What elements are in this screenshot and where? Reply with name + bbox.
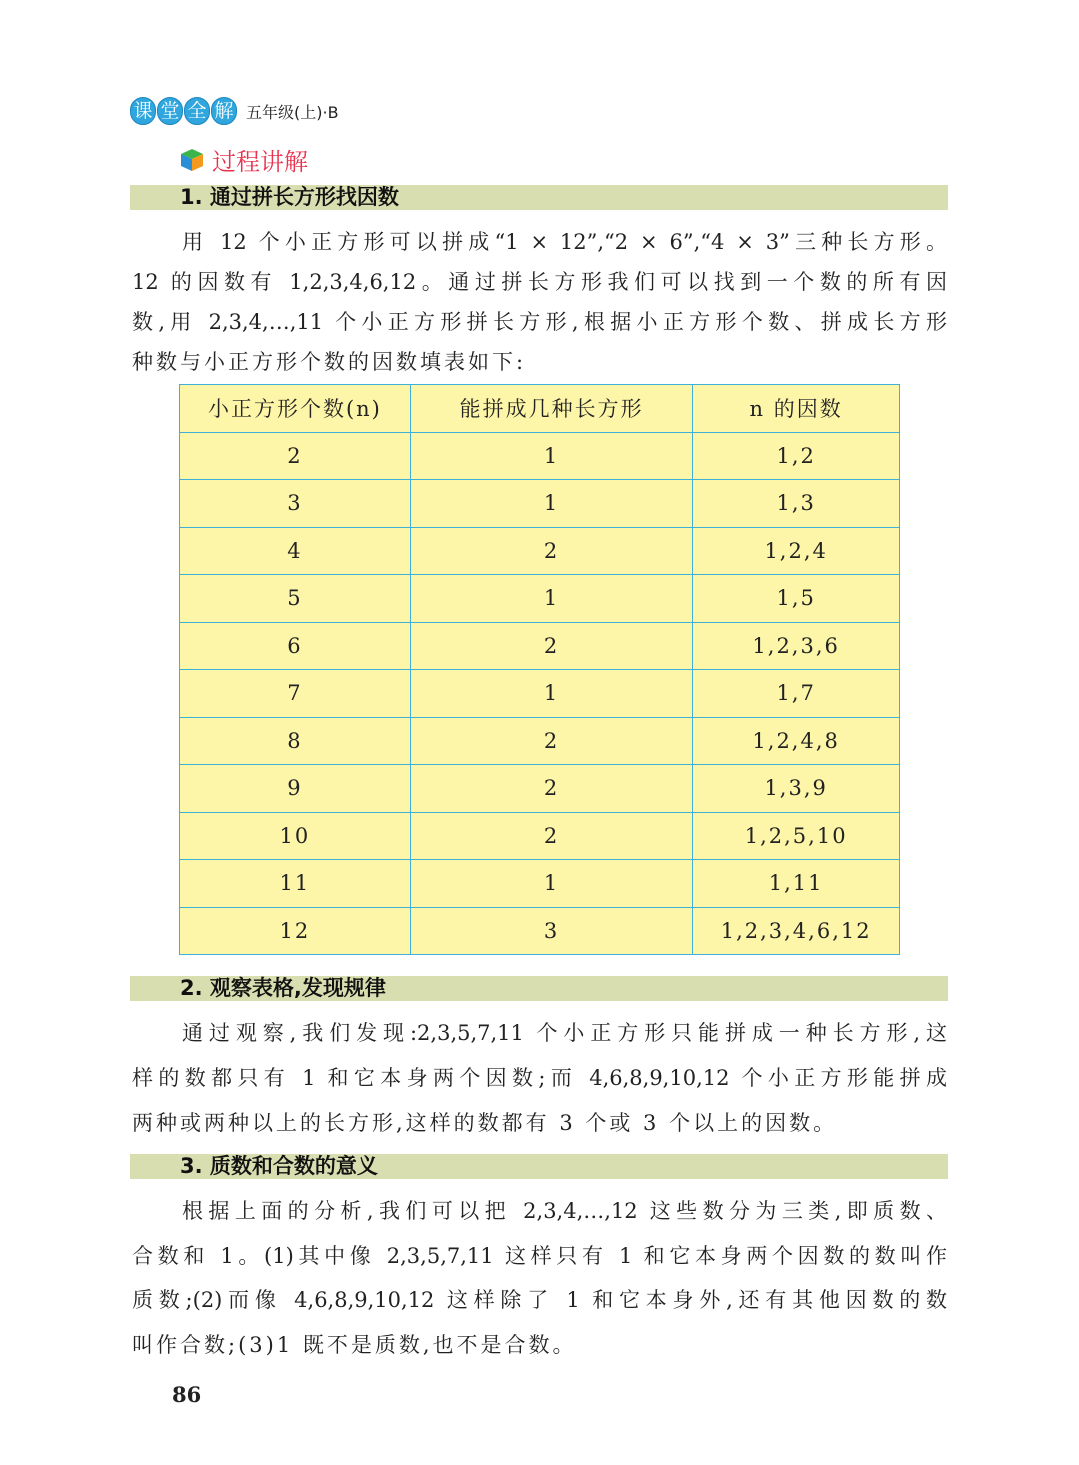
table-row	[180, 907, 900, 955]
table-row	[180, 575, 900, 623]
text-line: 根据上面的分析,我们可以把 2,3,4,…,12 这些数分为三类,即质数、	[182, 1199, 947, 1223]
table-cell: 1	[410, 432, 692, 480]
table-row	[180, 527, 900, 575]
table-cell: 10	[180, 812, 411, 860]
text-line: 用 12 个小正方形可以拼成“1 × 12”,“2 × 6”,“4 × 3”三种长方形。	[182, 230, 947, 254]
table-cell: 6	[180, 622, 411, 670]
paragraph-3	[132, 1189, 947, 1367]
table-cell: 2	[410, 717, 692, 765]
table-row	[180, 622, 900, 670]
heading-2: 2. 观察表格,发现规律	[130, 976, 948, 1001]
table-cell: 1	[410, 860, 692, 908]
text-line: 数,用 2,3,4,…,11 个小正方形拼长方形,根据小正方形个数、拼成长方形	[132, 310, 947, 334]
paragraph-2	[132, 1011, 947, 1146]
table-cell: 1,2,3,4,6,12	[693, 907, 900, 955]
page-header	[130, 97, 339, 125]
table-row	[180, 480, 900, 528]
table-cell: 1,2,4,8	[693, 717, 900, 765]
table-row	[180, 670, 900, 718]
table-cell: 1,7	[693, 670, 900, 718]
table-cell: 1	[410, 670, 692, 718]
table-cell: 9	[180, 765, 411, 813]
text-line: 质数;(2)而像 4,6,8,9,10,12 这样除了 1 和它本身外,还有其他因数的数	[132, 1288, 947, 1312]
table-cell: 1,2,3,6	[693, 622, 900, 670]
table-cell: 11	[180, 860, 411, 908]
table-cell: 1,2,4	[693, 527, 900, 575]
text-line: 叫作合数;(3)1 既不是质数,也不是合数。	[132, 1332, 577, 1357]
table-cell: 1,2	[693, 432, 900, 480]
logo-char: 解	[211, 97, 237, 125]
table-cell: 1,3	[693, 480, 900, 528]
paragraph-1	[132, 222, 947, 382]
table-cell: 2	[180, 432, 411, 480]
text-line: 种数与小正方形个数的因数填表如下:	[132, 350, 527, 374]
factor-table	[179, 384, 900, 955]
page-number: 86	[172, 1382, 202, 1407]
table-row	[180, 765, 900, 813]
text-line: 两种或两种以上的长方形,这样的数都有 3 个或 3 个以上的因数。	[132, 1111, 838, 1135]
book-logo	[130, 97, 238, 125]
logo-char: 堂	[157, 97, 183, 125]
table-cell: 3	[410, 907, 692, 955]
table-cell: 7	[180, 670, 411, 718]
table-cell: 1,2,5,10	[693, 812, 900, 860]
table-cell: 2	[410, 527, 692, 575]
table-cell: 2	[410, 812, 692, 860]
table-cell: 3	[180, 480, 411, 528]
heading-3: 3. 质数和合数的意义	[130, 1154, 948, 1179]
table-cell: 2	[410, 622, 692, 670]
table-cell: 8	[180, 717, 411, 765]
text-line: 通过观察,我们发现:2,3,5,7,11 个小正方形只能拼成一种长方形,这	[182, 1021, 947, 1045]
section-header	[180, 142, 308, 177]
table-row	[180, 860, 900, 908]
table-cell: 1,5	[693, 575, 900, 623]
table-cell: 1,11	[693, 860, 900, 908]
logo-char: 课	[130, 97, 156, 125]
logo-char: 全	[184, 97, 210, 125]
table-header: 小正方形个数(n)	[180, 385, 411, 433]
table-cell: 1,3,9	[693, 765, 900, 813]
table-row	[180, 812, 900, 860]
table-header: n 的因数	[693, 385, 900, 433]
text-line: 样的数都只有 1 和它本身两个因数;而 4,6,8,9,10,12 个小正方形能拼成	[132, 1066, 947, 1090]
text-line: 合数和 1。(1)其中像 2,3,5,7,11 这样只有 1 和它本身两个因数的数叫作	[132, 1243, 947, 1268]
heading-1: 1. 通过拼长方形找因数	[130, 185, 948, 210]
table-cell: 12	[180, 907, 411, 955]
cube-icon	[180, 148, 204, 172]
table-cell: 4	[180, 527, 411, 575]
grade-label: 五年级(上)·B	[246, 102, 339, 122]
table-cell: 2	[410, 765, 692, 813]
table-cell: 1	[410, 575, 692, 623]
table-header: 能拼成几种长方形	[410, 385, 692, 433]
table-row	[180, 717, 900, 765]
table-cell: 5	[180, 575, 411, 623]
section-title: 过程讲解	[212, 148, 308, 176]
table-row	[180, 432, 900, 480]
table-cell: 1	[410, 480, 692, 528]
text-line: 12 的因数有 1,2,3,4,6,12。通过拼长方形我们可以找到一个数的所有因	[132, 270, 947, 294]
